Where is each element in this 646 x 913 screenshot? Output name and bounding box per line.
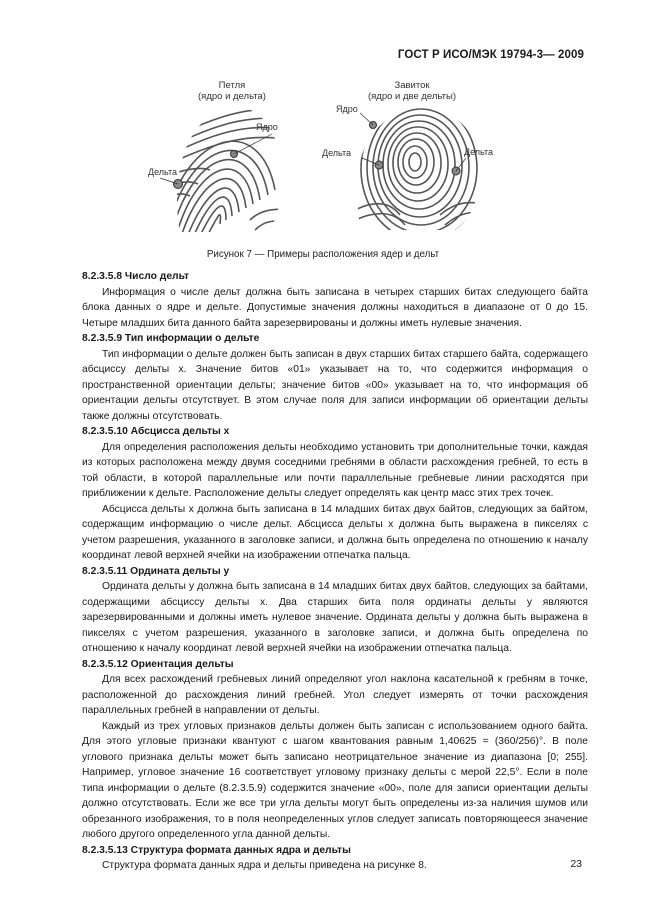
section-heading: 8.2.3.5.9 Тип информации о дельте	[82, 333, 260, 344]
section-paragraph: Для определения расположения дельты необходимо установить три дополнительные точки, каждая из которых расположена между двумя соседними гребнями в области расхождения гребней, то есть в той области, в которой параллельные или почти параллельные гребневые линии расходятся при приближении к дельте. Расположение дельты следует определять как центр масс этих трех точек.	[82, 441, 588, 499]
section-paragraph: Ордината дельты y должна быть записана в 14 младших битах двух байтов, следующих за байтами, содержащими абсциссу дельты x. Два старших бита поля ординаты дельты y являются зарезервированными и должны иметь нулевое значение. Ордината дельты y должна быть выражена в пикселях с учетом разрешения, указанного в заголовке записи, и должна быть определена по отношению к началу координат левой верхней ячейки на изображении отпечатка пальца.	[82, 581, 588, 654]
section-paragraph: Тип информации о дельте должен быть записан в двух старших битах старшего байта, содержащего абсциссу дельты x. Значение битов «01» указывает на то, что содержится информация о пространственной ориентации дельты; значение битов «00» указывает на то, что информация об ориентации дельты отсутствует. В этом случае поля для записи информации об ориентации дельты также должны отсутствовать.	[82, 348, 588, 422]
section-heading: 8.2.3.5.11 Ордината дельты y	[82, 565, 230, 577]
section-heading: 8.2.3.5.13 Структура формата данных ядра и дельты	[82, 844, 351, 856]
section-paragraph: Информация о числе дельт должна быть записана в четырех старших битах следующего байта блока данных о ядре и дельте. Допустимые значения должны находиться в диапазоне от 0 до 15. Четыре младших бита данного байта зарезервированы и должны иметь нулевые значения.	[82, 286, 588, 329]
page-number: 23	[570, 858, 582, 870]
fingerprint-illustrations	[60, 70, 580, 270]
section-heading: 8.2.3.5.12 Ориентация дельты	[82, 658, 234, 670]
section-heading: 8.2.3.5.8 Число дельт	[82, 271, 190, 282]
document-body	[82, 269, 588, 874]
figure-7	[60, 70, 580, 270]
loop-caption-subtitle: (ядро и дельта)	[198, 91, 266, 102]
whorl-core-label: Ядро	[336, 104, 358, 114]
section-paragraph: Структура формата данных ядра и дельты приведена на рисунке 8.	[102, 860, 427, 871]
whorl-delta-right-label: Дельта	[464, 147, 494, 157]
section-paragraph: Для всех расхождений гребневых линий определяют угол наклона касательной к гребням в точке, расположенной до расхождения линий гребней. Угол следует измерять от точки расхождения параллельных гребней в направлении от дельты.	[82, 674, 588, 716]
section-heading: 8.2.3.5.10 Абсцисса дельты x	[82, 426, 230, 437]
document-header: ГОСТ Р ИСО/МЭК 19794-3— 2009	[397, 49, 584, 61]
whorl-fingerprint-image	[355, 97, 485, 241]
whorl-caption-title: Завиток	[394, 80, 430, 91]
loop-caption	[182, 80, 282, 102]
section-paragraph: Абсцисса дельты x должна быть записана в 14 младших битах двух байтов, следующих за байтом, содержащим информацию о числе дельт. Абсцисса дельты x должна быть выражена в пикселях с учетом разрешения, указанного в заголовке записи, и должна быть определена по отношению к началу координат левой верхней ячейки на изображении отпечатка пальца.	[82, 503, 588, 561]
loop-caption-title: Петля	[218, 80, 246, 91]
loop-delta-label: Дельта	[148, 167, 178, 177]
whorl-caption	[352, 80, 472, 102]
whorl-delta-left-label: Дельта	[322, 148, 352, 158]
loop-core-label: Ядро	[256, 122, 278, 132]
section-paragraph: Каждый из трех угловых признаков дельты должен быть записан с использованием одного байта. Для этого угловые признаки квантуют с шагом квантования равным 1,40625 = (360/256)°. В поле углового признака дельты может быть записано неотрицательное значение из диапазона [0; 255]. Например, угловое значение 16 соответствует угловому признаку дельты с мерой 22,5°. Если в поле типа информации о дельте (8.2.3.5.9) содержится значение «00», поле для записи ориентации дельты должно отсутствовать. Если же все три угла дельты могут быть определены из-за наличия шумов или обрезанного изображения, то в поля неопределенных углов следует записать повторяющееся значение любого другого определенного угла данной дельты.	[82, 720, 588, 840]
whorl-caption-subtitle: (ядро и две дельты)	[367, 91, 456, 102]
figure-caption: Рисунок 7 — Примеры расположения ядер и дельт	[206, 249, 440, 260]
